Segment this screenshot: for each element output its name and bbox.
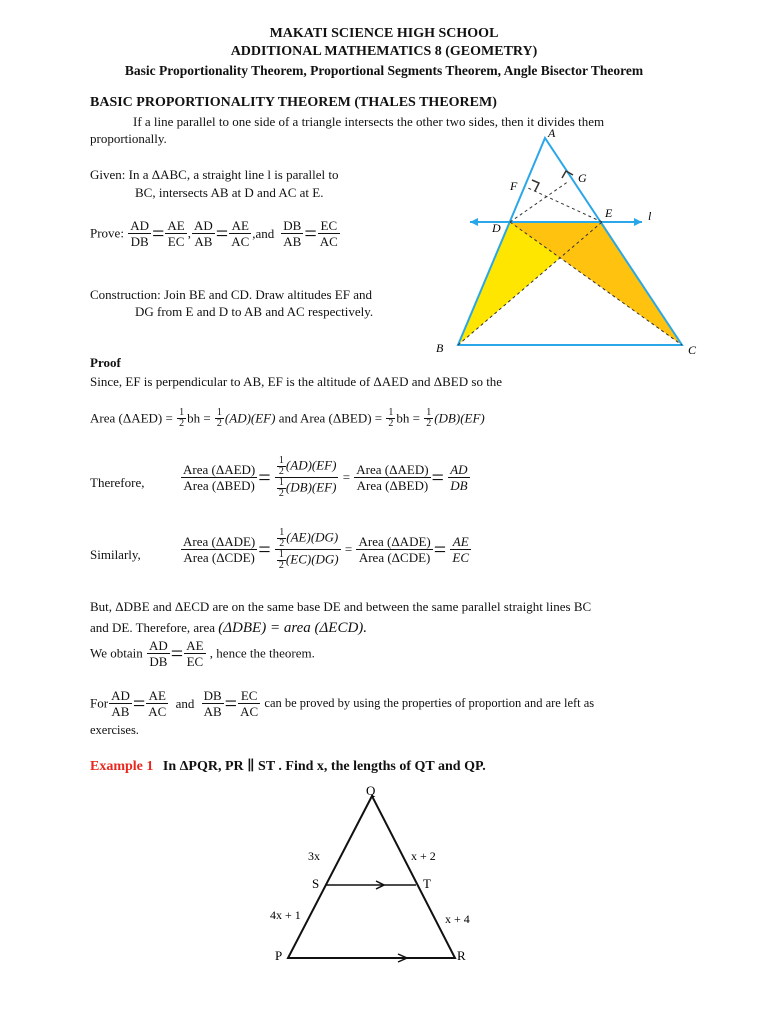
exercises-text: exercises. — [90, 723, 139, 737]
example-heading — [90, 758, 486, 775]
label-g: G — [578, 171, 587, 185]
label-f: F — [510, 179, 518, 193]
example-triangle-figure — [250, 780, 510, 975]
label-s: S — [312, 876, 320, 891]
example-label: Example 1 — [90, 759, 154, 774]
topics-line: Basic Proportionality Theorem, Proportional Segments Theorem, Angle Bisector Theorem — [124, 63, 644, 78]
label-t: T — [423, 876, 431, 891]
label-r: R — [457, 948, 466, 963]
similarly-equation: $\frac{\text{Area (ΔADE)}}{\text{Area (ΔCDE)}}$ = $\frac{1}{2}$ (AE)(DG) $\frac{1}{2}$ (EC)(DG) = $\frac{\text{Area (ΔADE)}}{\text{Area (ΔCDE)}}$ = $\frac{AE}{EC}$ — [183, 527, 470, 571]
label-e: E — [605, 206, 613, 220]
fraction: $\frac{DB}{AB}$ — [283, 218, 302, 249]
given-line1: Given: In a ΔABC, a straight line l is parallel to — [90, 167, 339, 182]
fraction: $\frac{AD}{DB}$ — [130, 218, 149, 249]
but-line2: and DE. Therefore, area (ΔDBE) = area (ΔECD). — [90, 620, 368, 636]
label-q: Q — [366, 783, 376, 798]
arrow-right-icon — [634, 218, 642, 226]
arrow-left-icon — [470, 218, 478, 226]
school-name: MAKATI SCIENCE HIGH SCHOOL — [269, 26, 499, 41]
area-formula-line: Area (ΔAED) = $\frac{1}{2}$ bh = $\frac{1}{2}$ (AD)(EF) and Area (ΔBED) = $\frac{1}{2}$ bh = $\frac{1}{2}$ (DB)(EF) — [90, 407, 485, 429]
theorem-statement-line1: If a line parallel to one side of a triangle intersects the other two sides, then it divides them — [133, 114, 605, 129]
similarly-label: Similarly, — [90, 547, 141, 562]
prove-equation: Prove: $\frac{AD}{DB}$ = $\frac{AE}{EC}$ , $\frac{AD}{AB}$ = $\frac{AE}{AC}$ ,and $\frac{DB}{AB}$ = $\frac{EC}{AC}$ — [90, 218, 338, 249]
fraction: $\frac{AE}{AC}$ — [231, 218, 250, 249]
we-obtain-line: We obtain $\frac{AD}{DB}$ = $\frac{AE}{EC}$ , hence the theorem. — [90, 638, 315, 669]
therefore-equation: $\frac{\text{Area (ΔAED)}}{\text{Area (ΔBED)}}$ = $\frac{1}{2}$ (AD)(EF) $\frac{1}{2}$ (DB)(EF) = $\frac{\text{Area (ΔAED)}}{\text{Area (ΔBED)}}$ = $\frac{AD}{DB}$ — [183, 455, 468, 499]
but-line1: But, ΔDBE and ΔECD are on the same base DE and between the same parallel straight lines BC — [90, 599, 592, 614]
right-angle-f-icon — [532, 180, 539, 191]
label-c: C — [688, 343, 697, 357]
construction-line1: Construction: Join BE and CD. Draw altitudes EF and — [90, 287, 373, 302]
label-p: P — [275, 948, 283, 963]
label-b: B — [436, 341, 444, 355]
proof-since: Since, EF is perpendicular to AB, EF is the altitude of ΔAED and ΔBED so the — [90, 374, 503, 389]
label-qs: 3x — [308, 849, 320, 863]
for-line: For $\frac{AD}{AB}$ = $\frac{AE}{AC}$ and $\frac{DB}{AB}$ = $\frac{EC}{AC}$ can be proved by using the properties of proportion and are left as — [90, 688, 595, 719]
section-title: BASIC PROPORTIONALITY THEOREM (THALES THEOREM) — [90, 95, 497, 110]
label-d: D — [492, 221, 501, 235]
given-line2: BC, intersects AB at D and AC at E. — [135, 185, 324, 200]
theorem-statement-line2: proportionally. — [90, 131, 167, 146]
proof-title: Proof — [90, 355, 121, 370]
label-tr: x + 4 — [445, 912, 470, 926]
label-a: A — [548, 126, 556, 140]
example-text: In ΔPQR, PR ∥ ST . Find x, the lengths of QT and QP. — [162, 759, 486, 774]
course-title: ADDITIONAL MATHEMATICS 8 (GEOMETRY) — [230, 44, 538, 59]
fraction: $\frac{EC}{AC}$ — [319, 218, 338, 249]
label-qt: x + 2 — [411, 849, 436, 863]
fraction: $\frac{AD}{AB}$ — [194, 218, 213, 249]
therefore-label: Therefore, — [90, 475, 145, 490]
prove-label: Prove: — [90, 225, 124, 241]
label-sp: 4x + 1 — [270, 908, 301, 922]
altitude-ef — [528, 188, 602, 222]
fraction: $\frac{AE}{EC}$ — [167, 218, 185, 249]
construction-line2: DG from E and D to AB and AC respectively. — [135, 304, 374, 319]
label-l: l — [648, 209, 652, 223]
triangle-figure — [430, 120, 720, 360]
